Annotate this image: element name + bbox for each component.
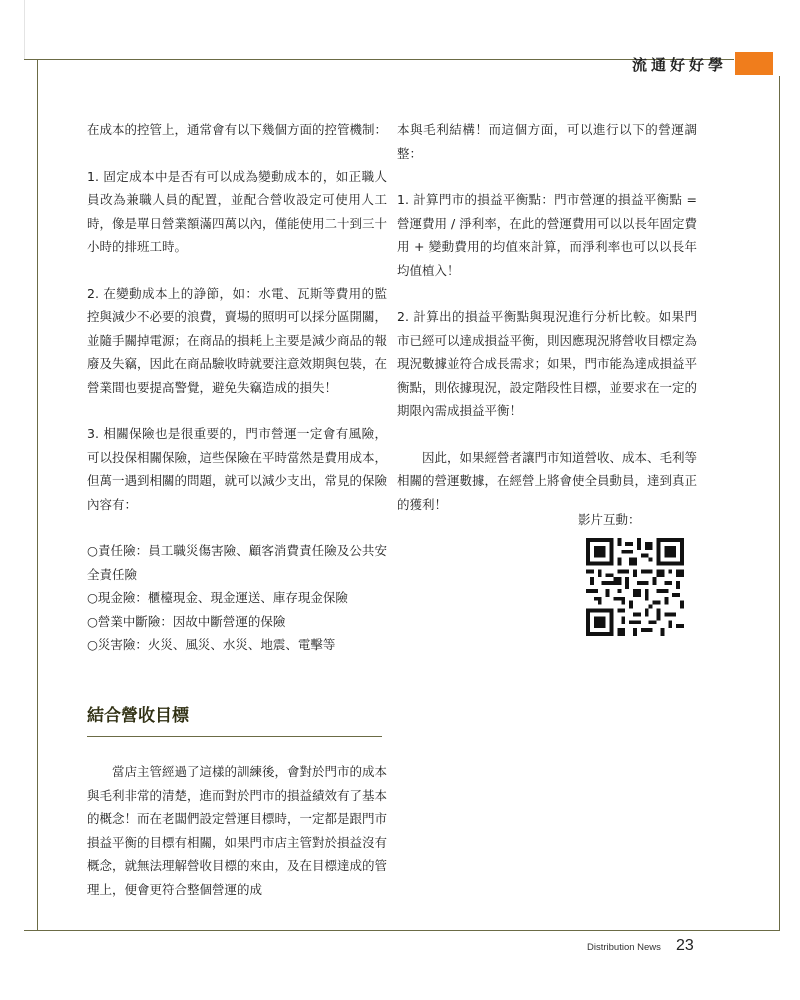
right-intro-paragraph: 本與毛利結構！而這個方面，可以進行以下的營運調整： — [397, 122, 697, 161]
insurance-item: ○現金險：櫃檯現金、現金運送、庫存現金保險 — [87, 590, 348, 605]
column-brand-title: 流通好好學 — [632, 56, 728, 74]
brand-accent-block — [735, 52, 773, 75]
cost-point-3: 3. 相關保險也是很重要的，門市營運一定會有風險，可以投保相關保險，這些保險在平時當然是費用成本，但萬一遇到相關的問題，就可以減少支出，常見的保險內容有： — [87, 426, 388, 512]
conclusion-paragraph: 因此，如果經營者讓門市知道營收、成本、毛利等相關的營運數據，在經營上將會使全員動員，達到真正的獲利！ — [397, 449, 698, 512]
section-body — [87, 760, 387, 901]
right-column — [397, 118, 697, 516]
cost-point-2: 2. 在變動成本上的諍節，如：水電、瓦斯等費用的監控與減少不必要的浪費，賣場的照明可以採分區開關，並隨手關掉電源；在商品的損耗上主要是減少商品的報廢及失竊，因此在商品驗收時就要注意效期與包裝，在營業間也要提高警覺，避免失竊造成的損失！ — [87, 285, 388, 395]
section-title: 結合營收目標 — [87, 706, 189, 726]
adjust-point-2: 2. 計算出的損益平衡點與現況進行分析比較。如果門市已經可以達成損益平衡，則因應現況將營收目標定為現況數據並符合成長需求；如果，門市能為達成損益平衡點，則依據現況，設定階段性目標，並要求在一定的期限內需成損益平衡！ — [397, 309, 698, 418]
section-underline — [87, 736, 382, 737]
left-column — [87, 118, 387, 657]
insurance-item: ○營業中斷險：因故中斷營運的保險 — [87, 613, 286, 629]
section-header — [87, 704, 382, 737]
footer-publication-name: Distribution News — [587, 942, 661, 953]
left-intro-paragraph: 在成本的控管上，通常會有以下幾個方面的控管機制： — [87, 122, 388, 137]
footer-page-number: 23 — [676, 937, 694, 954]
adjust-point-1: 1. 計算門市的損益平衡點：門市營運的損益平衡點 = 營運費用 / 淨利率，在此的營運費用可以以長年固定費用 + 變動費用的均值來計算，而淨利率也可以以長年均值植入！ — [397, 192, 697, 278]
cost-point-1: 1. 固定成本中是否有可以成為變動成本的，如正職人員改為兼職人員的配置，並配合營收設定可使用人工時，像是單日營業額滿四萬以內，僅能使用二十到三十小時的排班工時。 — [87, 168, 388, 254]
insurance-item: ○災害險：火災、風災、水災、地震、電擊等 — [87, 637, 336, 652]
frame-top-line — [24, 59, 734, 60]
frame-right-line — [779, 76, 780, 931]
video-interaction-label: 影片互動： — [578, 512, 641, 527]
insurance-item: ○責任險：員工職災傷害險、顧客消費責任險及公共安全責任險 — [87, 543, 387, 582]
frame-bottom-line — [24, 930, 780, 931]
qr-code-icon[interactable] — [585, 538, 685, 636]
section-body-paragraph: 當店主管經過了這樣的訓練後，會對於門市的成本與毛利非常的清楚，進而對於門市的損益績效有了基本的概念！而在老闆們設定營運目標時，一定都是跟門市損益平衡的目標有相關，如果門市店主管對於損益沒有概念，就無法理解營收目標的來由，及在目標達成的管理上，便會更符合整個營運的成 — [87, 764, 388, 897]
frame-left-line — [37, 59, 38, 931]
frame-top-left-line — [24, 0, 25, 60]
